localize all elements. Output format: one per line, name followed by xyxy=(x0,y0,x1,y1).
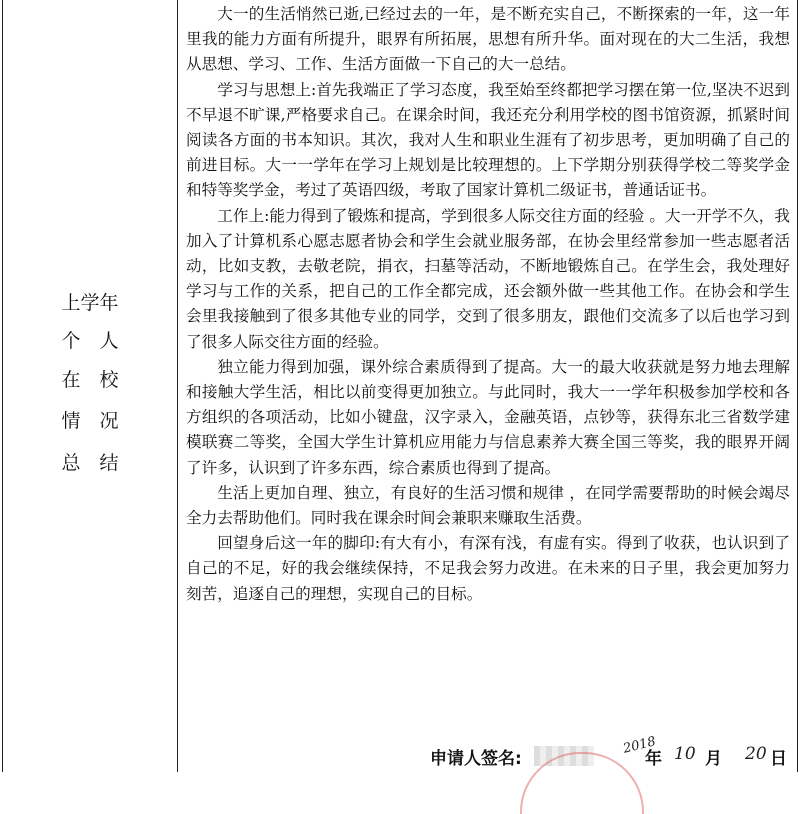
section-label-column xyxy=(3,0,177,772)
signature-label: 申请人签名: xyxy=(430,749,522,769)
section-label-line: 个 人 xyxy=(61,330,119,352)
paragraph-intro: 大一的生活悄然已逝,已经过去的一年，是不断充实自己，不断探索的一年，这一年里我的能力方面有所提升，眼界有所拓展，思想有所升华。面对现在的大二生活，我想从思想、学习、工作、生活方面做一下自己的大一总结。 xyxy=(186,5,790,74)
section-label-line: 总 结 xyxy=(61,452,119,474)
section-label-line: 在 校 xyxy=(61,369,119,391)
paragraph-independence: 独立能力得到加强，课外综合素质得到了提高。大一的最大收获就是努力地去理解和接触大学生活，相比以前变得更加独立。与此同时，我大一一学年积极参加学校和各方组织的各项活动，比如小键盘，汉字录入，金融英语，点钞等，获得东北三省数学建模联赛二等奖，全国大学生计算机应用能力与信息素养大赛全国三等奖，我的眼界开阔了许多，认识到了许多东西，综合素质也得到了提高。 xyxy=(186,357,790,477)
paragraph-life: 生活上更加自理、独立，有良好的生活习惯和规律 ，在同学需要帮助的时候会竭尽全力去帮助他们。同时我在课余时间会兼职来赚取生活费。 xyxy=(186,483,790,528)
table-column-divider xyxy=(177,0,178,772)
section-label-line: 情 况 xyxy=(61,410,119,432)
paragraph-study: 学习与思想上:首先我端正了学习态度，我至始至终都把学习摆在第一位,坚决不迟到不早退不旷课,严格要求自己。在课余时间，我还充分利用学校的图书馆资源，抓紧时间阅读各方面的书本知识。其次，我对人生和职业生涯有了初步思考，更加明确了自己的前进目标。大一一学年在学习上规划是比较理想的。上下学期分别获得学校二等奖学金和特等奖学金，考过了英语四级，考取了国家计算机二级证书，普通话证书。 xyxy=(186,80,790,200)
paragraph-conclusion: 回望身后这一年的脚印:有大有小，有深有浅，有虚有实。得到了收获，也认识到了自己的不足，好的我会继续保持，不足我会努力改进。在未来的日子里，我会更加努力刻苦，追逐自己的理想，实现自己的目标。 xyxy=(186,534,790,603)
date-year-label: 年 xyxy=(645,749,662,769)
paragraph-work: 工作上:能力得到了锻炼和提高，学到很多人际交往方面的经验 。大一开学不久，我加入了计算机系心愿志愿者协会和学生会就业服务部，在协会里经常参加一些志愿者活动，比如支教，去敬老院，捐衣，扫墓等活动，不断地锻炼自己。在学生会，我处理好学习与工作的关系，把自己的工作全都完成，还会额外做一些其他工作。在协会和学生会里我接触到了很多其他专业的同学，交到了很多朋友，跟他们交流多了以后也学习到了很多人际交往方面的经验。 xyxy=(186,206,790,351)
summary-body xyxy=(186,2,790,607)
table-border-right xyxy=(797,0,798,772)
handwritten-month: 10 xyxy=(674,744,696,764)
section-label-line: 上学年 xyxy=(61,292,119,314)
handwritten-year: 2018 xyxy=(621,734,658,757)
handwritten-day: 20 xyxy=(745,744,767,764)
date-day-label: 日 xyxy=(770,749,787,769)
date-month-label: 月 xyxy=(705,749,722,769)
